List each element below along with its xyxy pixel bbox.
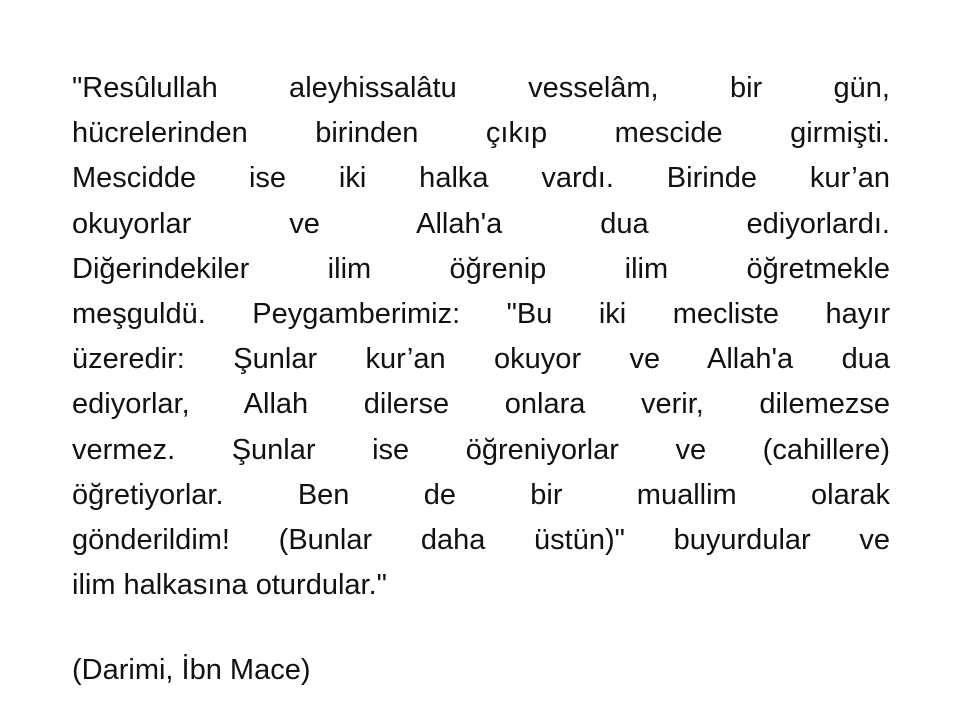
quote-line-2: hücrelerinden birinden çıkıp mescide girmişti. <box>72 117 890 150</box>
hadith-quote <box>72 66 890 608</box>
source-citation: (Darimi, İbn Mace) <box>72 654 311 686</box>
quote-line-3: Mescidde ise iki halka vardı. Birinde kur’an <box>72 162 890 195</box>
quote-line-4: okuyorlar ve Allah'a dua ediyorlardı. <box>72 207 890 240</box>
quote-line-12: ilim halkasına oturdular." <box>72 569 387 602</box>
quote-line-6: meşguldü. Peygamberimiz: "Bu iki mecliste hayır <box>72 298 890 331</box>
quote-line-1: "Resûlullah aleyhissalâtu vesselâm, bir gün, <box>72 72 890 104</box>
quote-line-8: ediyorlar, Allah dilerse onlara verir, dilemezse <box>72 388 890 421</box>
quote-line-11: gönderildim! (Bunlar daha üstün)" buyurdular ve <box>72 524 890 557</box>
quote-line-10: öğretiyorlar. Ben de bir muallim olarak <box>72 478 890 511</box>
quote-line-5: Diğerindekiler ilim öğrenip ilim öğretmekle <box>72 252 890 285</box>
quote-line-9: vermez. Şunlar ise öğreniyorlar ve (cahillere) <box>72 433 890 466</box>
quote-line-7: üzeredir: Şunlar kur’an okuyor ve Allah'a dua <box>72 343 890 376</box>
